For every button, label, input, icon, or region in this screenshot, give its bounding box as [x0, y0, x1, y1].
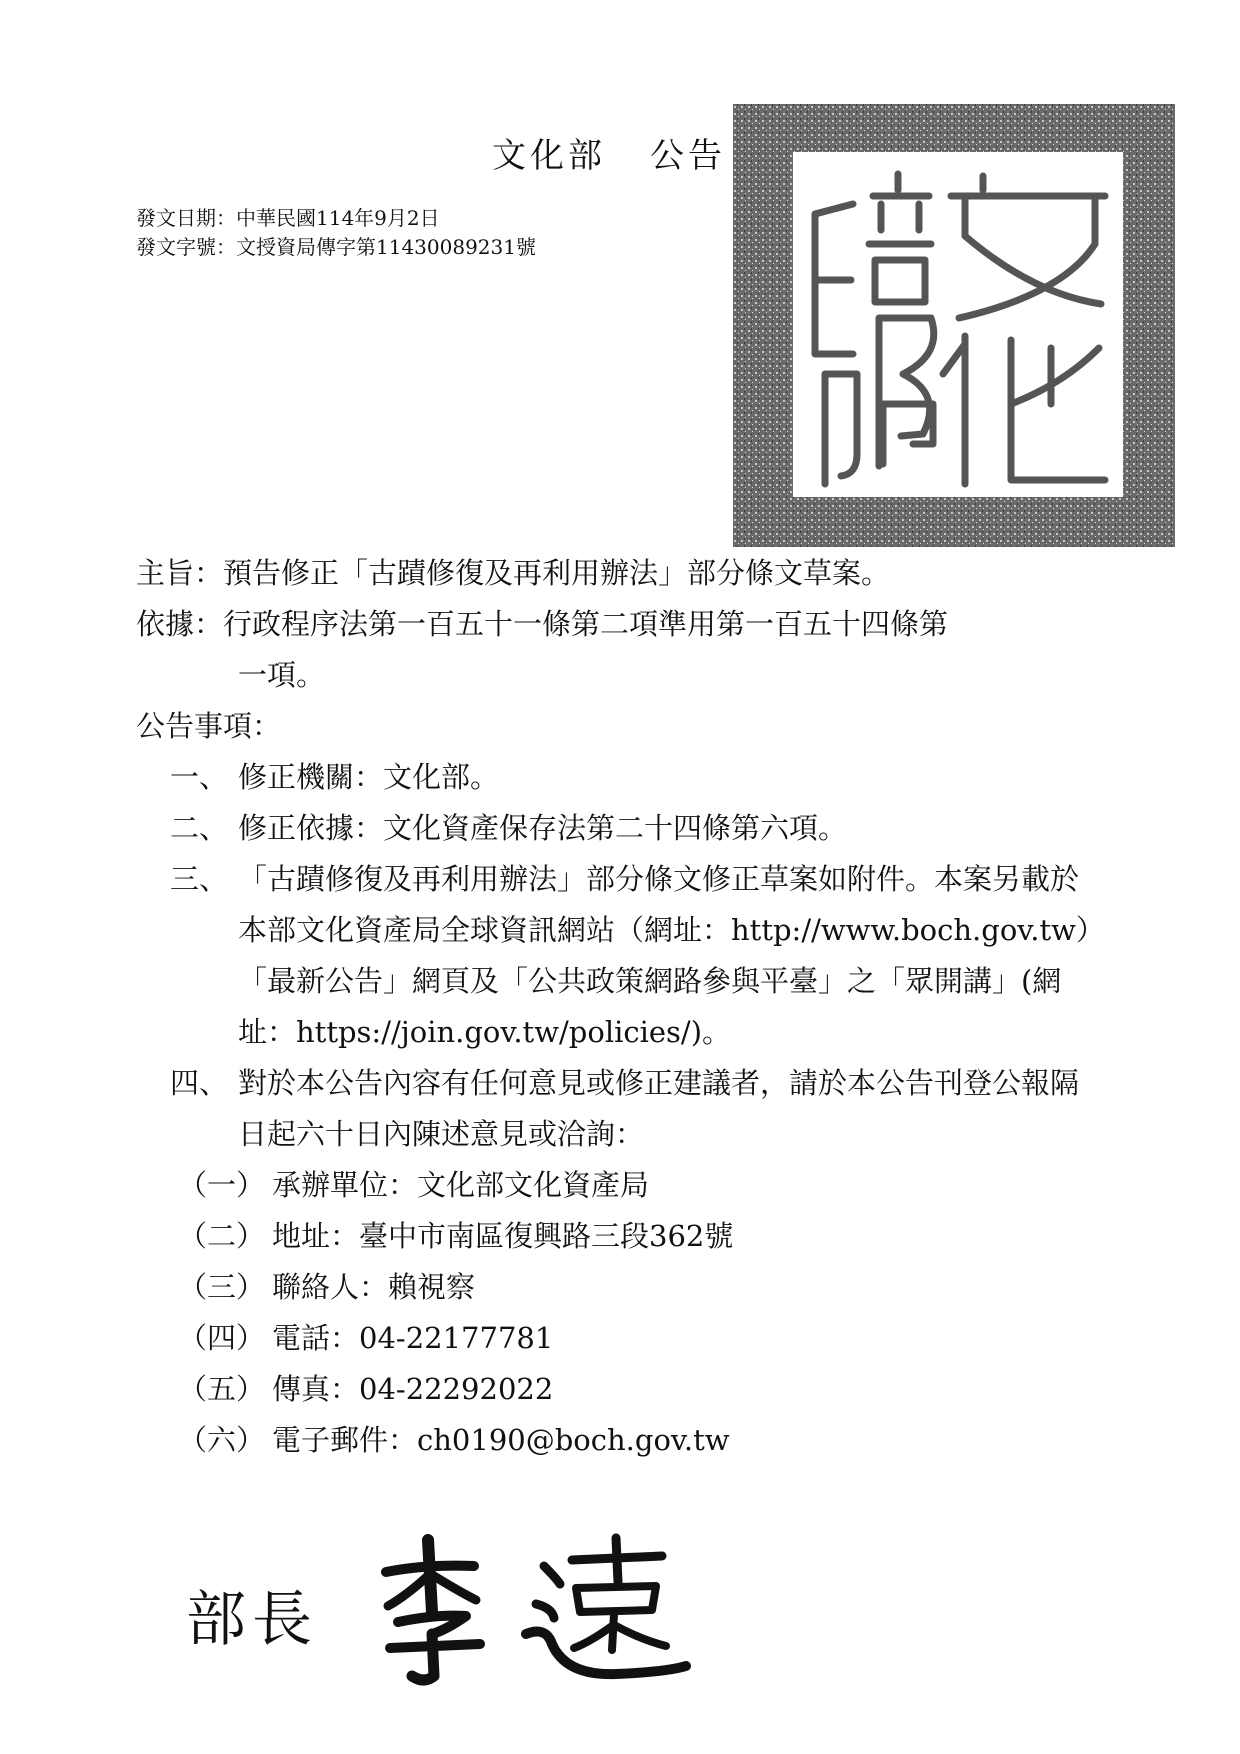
- contact-item-text: 電子郵件：ch0190@boch.gov.tw: [272, 1423, 730, 1457]
- contact-item-text: 電話：04-22177781: [272, 1321, 554, 1355]
- signature-block: [186, 1526, 706, 1686]
- notice-item-text: 修正機關：文化部。: [238, 760, 500, 794]
- contact-item-number: （四）: [178, 1321, 266, 1355]
- contact-item-number: （一）: [178, 1168, 266, 1202]
- notice-item-number: 三、: [170, 862, 229, 896]
- signatory-title: 部長: [186, 1585, 318, 1655]
- notice-label: 公告事項：: [136, 709, 282, 743]
- issue-date-value: 中華民國114年9月2日: [236, 206, 440, 230]
- contact-item: [136, 1211, 1096, 1262]
- document-title: [492, 128, 726, 177]
- issue-date-row: [136, 204, 536, 233]
- notice-item: [136, 803, 1096, 854]
- contact-item-number: （二）: [178, 1219, 266, 1253]
- basis-text-line1: 行政程序法第一百五十一條第二項準用第一百五十四條第: [223, 607, 949, 641]
- notice-item: [136, 1058, 1096, 1160]
- document-number-label: 發文字號：: [136, 235, 236, 259]
- notice-item: [136, 854, 1096, 1058]
- notice-item-number: 二、: [170, 811, 229, 845]
- contact-item-text: 承辦單位：文化部文化資產局: [272, 1168, 650, 1202]
- contact-item: [136, 1262, 1096, 1313]
- contact-item-text: 聯絡人：賴視察: [272, 1270, 476, 1304]
- subject-label: 主旨：: [136, 556, 224, 590]
- agency-name: 文化部: [492, 136, 606, 176]
- notice-item-text: 對於本公告內容有任何意見或修正建議者，請於本公告刊登公報隔日起六十日內陳述意見或洽詢：: [238, 1066, 1080, 1151]
- notice-item-text: 「古蹟修復及再利用辦法」部分條文修正草案如附件。本案另載於本部文化資產局全球資訊網站（網址：http://www.boch.gov.tw）「最新公告」網頁及「公共政策網路參與平臺」之「眾開講」(網址：https://join.gov.tw/policies/)。: [238, 862, 1091, 1049]
- contact-item-text: 傳真：04-22292022: [272, 1372, 554, 1406]
- document-number-value: 文授資局傳字第11430089231號: [236, 235, 536, 259]
- contact-item-number: （三）: [178, 1270, 266, 1304]
- document-meta: [136, 204, 536, 262]
- contact-item-number: （五）: [178, 1372, 266, 1406]
- contact-item: [136, 1313, 1096, 1364]
- announcement-body: [136, 548, 1096, 1466]
- official-seal: [733, 104, 1175, 547]
- notice-item-number: 一、: [170, 760, 229, 794]
- notice-item-text: 修正依據：文化資產保存法第二十四條第六項。: [238, 811, 848, 845]
- basis-label: 依據：: [136, 607, 224, 641]
- document-type: 公告: [650, 136, 726, 176]
- contact-item: [136, 1364, 1096, 1415]
- issue-date-label: 發文日期：: [136, 206, 236, 230]
- document-number-row: [136, 233, 536, 262]
- notice-item: [136, 752, 1096, 803]
- seal-stamp-icon: [733, 104, 1175, 547]
- subject-row: [136, 548, 1096, 599]
- notice-item-number: 四、: [170, 1066, 229, 1100]
- basis-row: [136, 599, 1096, 650]
- contact-item: [136, 1415, 1096, 1466]
- contact-item-text: 地址：臺中市南區復興路三段362號: [272, 1219, 734, 1253]
- subject-text: 預告修正「古蹟修復及再利用辦法」部分條文草案。: [223, 556, 891, 590]
- handwritten-signature: [376, 1526, 696, 1686]
- contact-item: [136, 1160, 1096, 1211]
- basis-text-line2: 一項。: [238, 658, 326, 692]
- contact-item-number: （六）: [178, 1423, 266, 1457]
